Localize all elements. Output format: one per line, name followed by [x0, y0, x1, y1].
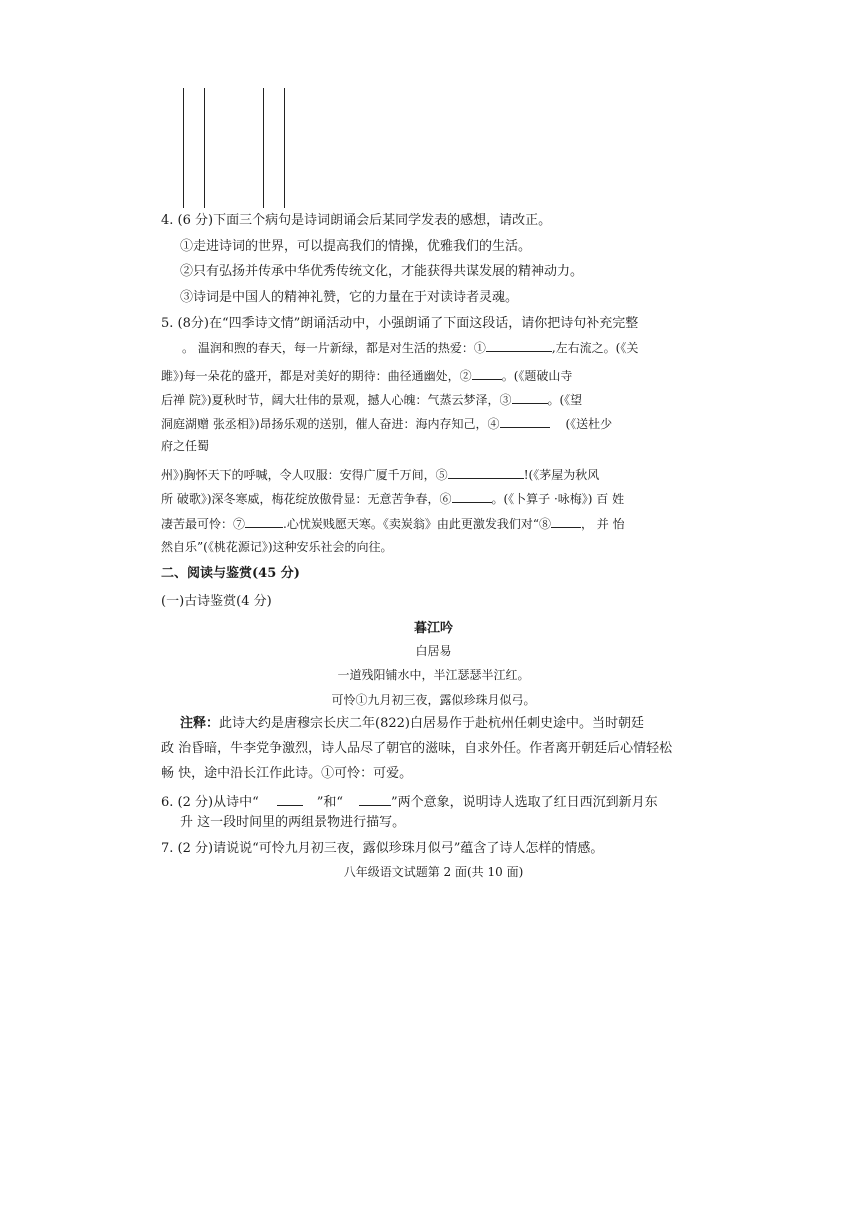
fill-blank-4[interactable] — [500, 414, 550, 428]
answer-rule-line — [263, 88, 264, 208]
question-6-text: 6. (2 分)从诗中“ — [161, 795, 259, 810]
fill-blank-8[interactable] — [551, 514, 581, 528]
fill-blank-7[interactable] — [245, 514, 283, 528]
poem-line-2: 可怜①九月初三夜，露似珍珠月似弓。 — [331, 693, 536, 707]
question-5-text: 。(《卜算子 ·咏梅》) 百 姓 — [491, 492, 625, 506]
question-5-line — [161, 465, 599, 483]
question-5-text: 。(《题破山寺 — [501, 369, 573, 383]
fill-blank-1[interactable] — [486, 338, 552, 352]
question-5-stem: 5. (8分)在“四季诗文情”朗诵活动中，小强朗诵了下面这段话，请你把诗句补充完整 — [161, 316, 639, 331]
fill-blank-6[interactable] — [452, 489, 492, 503]
question-5-text: 。(《望 — [547, 393, 583, 407]
question-6-text: ”和“ — [316, 795, 344, 810]
annotation-text: 此诗大约是唐穆宗长庆二年(822)白居易作于赴杭州任刺史途中。当时朝廷 — [219, 716, 644, 731]
question-4-item-1: ①走进诗词的世界，可以提高我们的情操，优雅我们的生活。 — [180, 239, 532, 254]
section-subtitle: (一)古诗鉴赏(4 分) — [161, 594, 272, 609]
annotation-text: 政 治昏暗，牛李党争激烈，诗人品尽了朝官的滋味，自求外任。作者离开朝廷后心情轻松 — [161, 741, 673, 756]
question-5-text: ， 并 怡 — [580, 517, 625, 531]
question-5-text: 洞庭湖赠 张丞相》)昂扬乐观的送别，催人奋进：海内存知己，④ — [161, 417, 500, 431]
section-title: 二、阅读与鉴赏(45 分) — [161, 566, 300, 581]
answer-rule-line — [183, 88, 184, 208]
answer-rule-line — [204, 88, 205, 208]
question-6-line — [161, 792, 658, 811]
poem-title: 暮江吟 — [413, 621, 453, 636]
question-4-item-3: ③诗词是中国人的精神礼赞，它的力量在于对读诗者灵魂。 — [180, 290, 519, 305]
fill-blank-5[interactable] — [448, 465, 524, 479]
question-5-text: .心忧炭贱愿天寒。《卖炭翁》由此更激发我们对“⑧ — [283, 517, 551, 531]
question-5-line — [161, 514, 625, 532]
question-5-text: 府之任蜀 — [161, 439, 210, 453]
question-5-line — [161, 414, 612, 432]
question-5-text: 然自乐”(《桃花源记》)这种安乐社会的向往。 — [161, 540, 393, 554]
fill-blank-image-2[interactable] — [359, 792, 391, 806]
question-5-text: 所 破歌》)深冬寒威，梅花绽放傲骨显：无意苦争春，⑥ — [161, 492, 452, 506]
question-5-text: 雎》)每一朵花的盛开，都是对美好的期待：曲径通幽处，② — [161, 369, 472, 383]
question-4-item-2: ②只有弘扬并传承中华优秀传统文化，才能获得共谋发展的精神动力。 — [180, 264, 584, 279]
page-footer: 八年级语文试题第 2 面(共 10 面) — [343, 865, 524, 879]
question-5-text: 凄苦最可怜：⑦ — [161, 517, 246, 531]
answer-rule-line — [284, 88, 285, 208]
question-4-stem: 4. (6 分)下面三个病句是诗词朗诵会后某同学发表的感想，请改正。 — [161, 213, 552, 228]
question-5-text: ,左右流之。(《关 — [551, 341, 639, 355]
fill-blank-3[interactable] — [512, 390, 548, 404]
fill-blank-2[interactable] — [472, 366, 502, 380]
question-5-text: 。 温润和煦的春天，每一片新绿，都是对生活的热爱：① — [182, 341, 486, 355]
question-5-line — [161, 489, 624, 507]
question-5-line — [161, 366, 572, 384]
question-6-text: 升 这一段时间里的两组景物进行描写。 — [180, 815, 406, 830]
annotation-label: 注释： — [180, 716, 220, 731]
annotation-text: 畅 快，途中沿长江作此诗。①可怜：可爱。 — [161, 766, 413, 781]
question-5-line — [182, 338, 638, 356]
question-7-text: 7. (2 分)请说说“可怜九月初三夜，露似珍珠月似弓”蕴含了诗人怎样的情感。 — [161, 841, 604, 856]
question-5-text: (《送杜少 — [565, 417, 613, 431]
annotation-line — [180, 716, 644, 732]
question-5-line — [161, 390, 582, 408]
question-6-text: ”两个意象，说明诗人选取了红日西沉到新月东 — [391, 795, 658, 810]
question-5-text: 州》)胸怀天下的呼喊，令人叹服：安得广厦千万间，⑤ — [161, 468, 448, 482]
question-5-text: 后禅 院》)夏秋时节，阔大壮伟的景观，撼人心魄：气蒸云梦泽，③ — [161, 393, 512, 407]
poem-author: 白居易 — [415, 644, 452, 658]
fill-blank-image-1[interactable] — [277, 792, 303, 806]
poem-line-1: 一道残阳铺水中，半江瑟瑟半江红。 — [337, 668, 530, 682]
question-5-text: !(《茅屋为秋风 — [523, 468, 600, 482]
